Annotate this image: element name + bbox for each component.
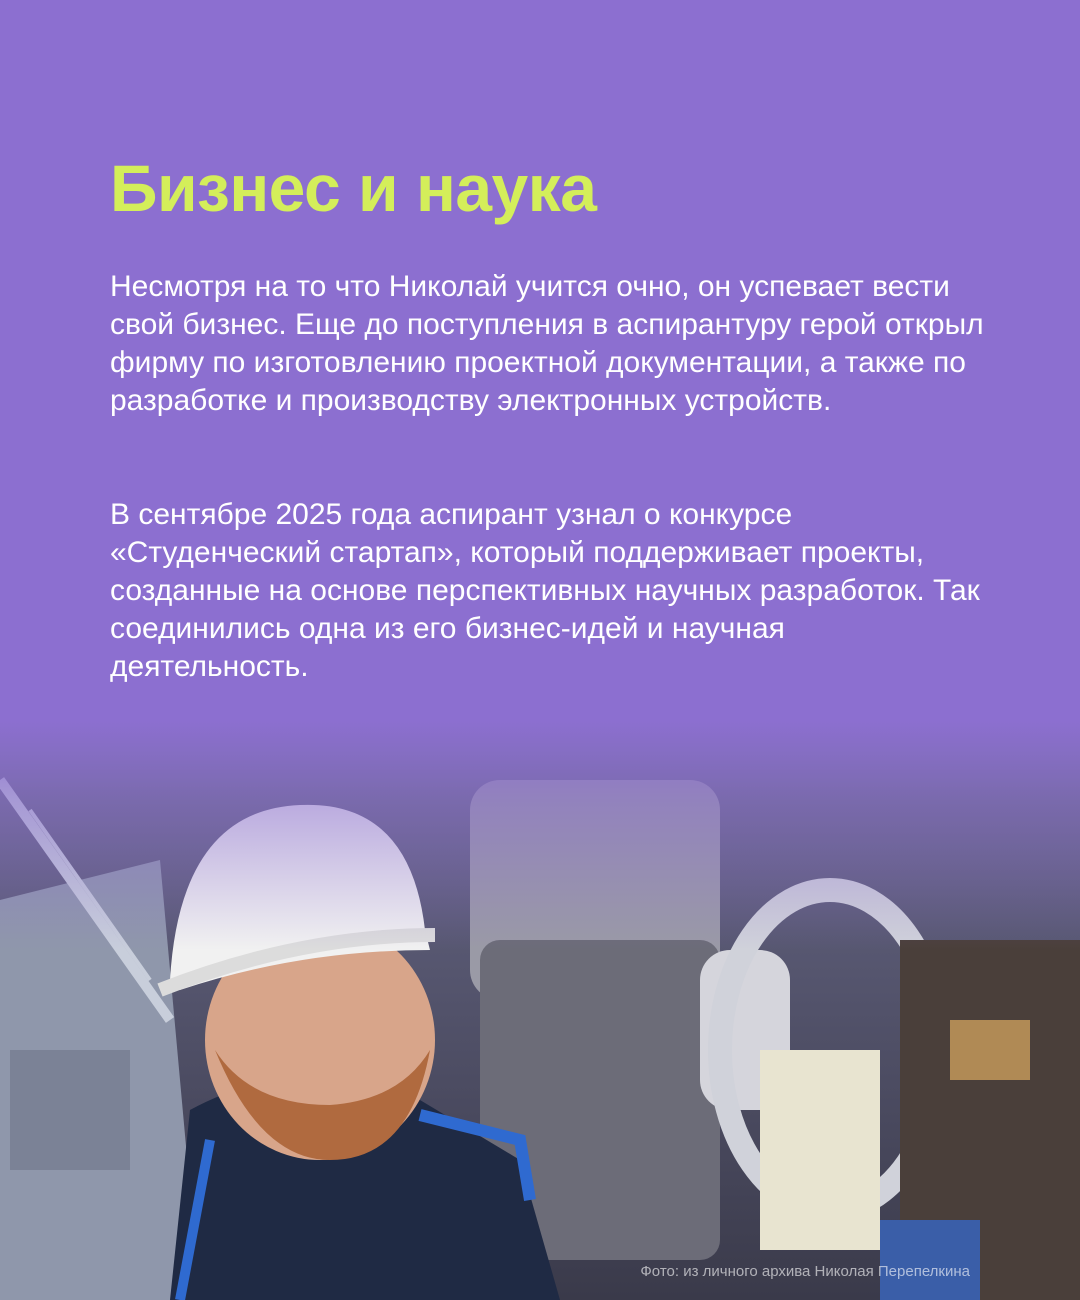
slide-title: Бизнес и наука (110, 151, 597, 225)
photo-engineer-with-equipment (0, 720, 1080, 1300)
paragraph-business: Несмотря на то что Николай учится очно, он успевает вести свой бизнес. Еще до поступления в аспирантуру герой открыл фирму по изготовлению проектной документации, а также по разработке и производству электронных устройств. (110, 270, 984, 417)
paragraph-startup: В сентябре 2025 года аспирант узнал о конкурсе «Студенческий стартап», который поддерживает проекты, созданные на основе перспективных научных разработок. Так соединились одна из его бизнес-идей и научная деятельность. (110, 498, 980, 683)
photo-caption: Фото: из личного архива Николая Перепелкина (640, 1263, 970, 1280)
